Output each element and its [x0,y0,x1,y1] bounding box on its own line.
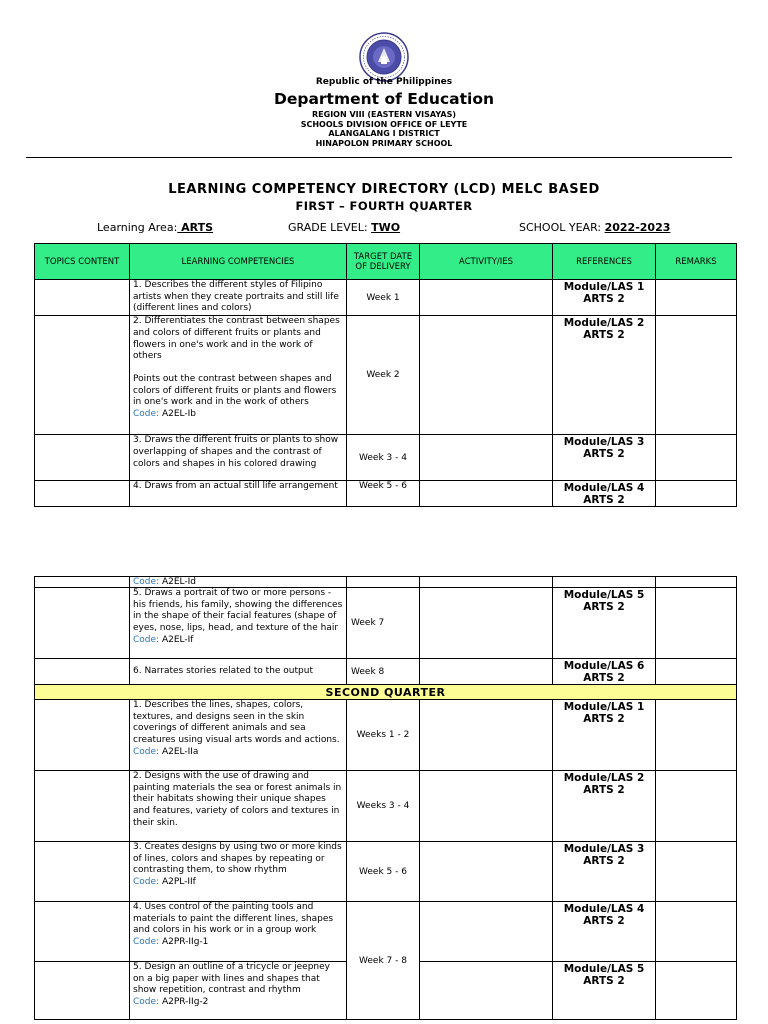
code-label: Code: [133,577,160,587]
week-cell: Week 8 [347,659,420,685]
remarks-cell [656,771,737,842]
grade-level [288,221,400,234]
district-line: ALANGALANG I DISTRICT [328,129,440,138]
week-cell: Week 3 - 4 [347,435,420,481]
learning-area-label: Learning Area: [97,221,178,234]
reference-cell [553,962,656,1020]
reference-cell [553,771,656,842]
header-divider [26,157,732,158]
grade-level-label: GRADE LEVEL: [288,221,368,234]
reference-subject: ARTS 2 [583,915,625,927]
week-cell: Week 2 [347,316,420,435]
week-cell: Weeks 3 - 4 [347,771,420,842]
week-cell: Week 7 [347,588,420,659]
table-row [35,902,737,962]
reference-subject: ARTS 2 [583,672,625,684]
document-subtitle: FIRST – FOURTH QUARTER [295,199,473,213]
learning-area [97,221,213,234]
week-cell: Week 5 - 6 [347,842,420,902]
competency-cell [130,316,347,435]
competency-cell [130,700,347,771]
week-cell: Weeks 1 - 2 [347,700,420,771]
remarks-cell [656,435,737,481]
competency-cell [130,962,347,1020]
topics-cell [35,902,130,962]
competency-text: 2. Differentiates the contrast between shapes and colors of different fruits or plants and flowers in one's work and in the work of others [133,316,340,362]
competency-code: A2PL-IIf [161,877,196,888]
col-learning-competencies: LEARNING COMPETENCIES [130,244,347,280]
remarks-cell [656,902,737,962]
competency-code: A2PR-IIg-2 [161,997,209,1008]
activity-cell [420,700,553,771]
activity-cell [420,435,553,481]
school-year [519,221,670,234]
week-cell [347,577,420,588]
table-row [35,771,737,842]
topics-cell [35,962,130,1020]
table-row [35,280,737,316]
reference-cell [553,316,656,435]
reference-module: Module/LAS 2 [563,317,645,330]
reference-cell [553,577,656,588]
competency-code: A2PR-IIg-1 [161,937,209,948]
competency-cell: 1. Describes the different styles of Filipino artists when they create portraits and still life (different lines and colors) [130,280,347,316]
activity-cell [420,842,553,902]
week-cell: Week 7 - 8 [347,902,420,1020]
competency-text: 4. Uses control of the painting tools and materials to paint the different lines, shapes and colors in his work or in a group work [133,902,334,936]
topics-cell [35,481,130,507]
second-quarter-heading: SECOND QUARTER [35,685,737,700]
activity-cell [420,771,553,842]
competency-cell [130,588,347,659]
topics-cell [35,771,130,842]
table-row [35,316,737,435]
competency-text: 5. Draws a portrait of two or more persons - his friends, his family, showing the differences in the shape of their facial features (shape of eyes, nose, lips, head, and texture of the hair [133,588,343,634]
remarks-cell [656,280,737,316]
reference-subject: ARTS 2 [583,713,625,725]
reference-module: Module/LAS 5 [563,589,645,601]
table-header-row [35,244,737,280]
table-row [35,435,737,481]
competency-text: 3. Creates designs by using two or more kinds of lines, colors and shapes by repeating or contrasting them, to show rhythm [133,842,342,876]
reference-module: Module/LAS 3 [563,843,645,855]
republic-line: Republic of the Philippines [315,77,453,87]
code-label: Code: [133,997,160,1008]
code-label: Code: [133,409,160,420]
reference-module: Module/LAS 1 [563,701,645,713]
competency-table-page-1 [34,243,737,507]
reference-subject: ARTS 2 [583,601,625,613]
remarks-cell [656,577,737,588]
topics-cell [35,316,130,435]
remarks-cell [656,588,737,659]
reference-subject: ARTS 2 [583,784,625,796]
activity-cell [420,962,553,1020]
reference-module: Module/LAS 2 [563,772,645,784]
remarks-cell [656,700,737,771]
reference-module: Module/LAS 3 [563,436,645,449]
quarter-header-row [35,685,737,700]
activity-cell [420,902,553,962]
remarks-cell [656,842,737,902]
learning-area-value: ARTS [177,221,214,234]
reference-cell [553,481,656,507]
grade-level-value: TWO [371,221,401,234]
competency-text: 1. Describes the lines, shapes, colors, textures, and designs seen in the skin coverings of different animals and sea creatures using visual arts words and actions. [133,700,340,746]
reference-cell [553,435,656,481]
topics-cell [35,280,130,316]
region-line: REGION VIII (EASTERN VISAYAS) [312,110,456,119]
topics-cell [35,577,130,588]
competency-cell [130,902,347,962]
week-cell: Week 1 [347,280,420,316]
competency-cell [130,842,347,902]
table-row [35,588,737,659]
reference-cell [553,659,656,685]
document-title: LEARNING COMPETENCY DIRECTORY (LCD) MELC BASED [168,182,600,197]
competency-text: 5. Design an outline of a tricycle or jeepney on a big paper with lines and shapes that show repetition, contrast and rhythm [133,962,330,996]
competency-cell: 4. Draws from an actual still life arrangement [130,481,347,507]
competency-text-secondary: Points out the contrast between shapes and colors of different fruits or plants and flowers in one's work and in the work of others [133,373,337,408]
reference-subject: ARTS 2 [583,975,625,987]
activity-cell [420,659,553,685]
table-row [35,577,737,588]
competency-code: A2EL-If [161,634,194,645]
remarks-cell [656,659,737,685]
reference-module: Module/LAS 4 [563,482,645,495]
competency-code: A2EL-Ib [161,409,196,420]
reference-module: Module/LAS 1 [563,281,645,293]
table-row [35,842,737,902]
topics-cell [35,588,130,659]
table-row [35,659,737,685]
reference-module: Module/LAS 5 [563,963,645,975]
reference-module: Module/LAS 6 [563,660,645,672]
code-label: Code: [133,937,160,948]
remarks-cell [656,316,737,435]
activity-cell [420,481,553,507]
reference-module: Module/LAS 4 [563,903,645,915]
table-row [35,481,737,507]
code-label: Code: [133,746,160,757]
col-references: REFERENCES [553,244,656,280]
competency-cell [130,577,347,588]
col-activities: ACTIVITY/IES [420,244,553,280]
deped-seal-logo [359,32,409,82]
remarks-cell [656,962,737,1020]
reference-subject: ARTS 2 [583,329,625,342]
school-line: HINAPOLON PRIMARY SCHOOL [315,138,453,148]
reference-cell [553,902,656,962]
week-cell: Week 5 - 6 [347,481,420,507]
col-target-date: TARGET DATE OF DELIVERY [347,244,420,280]
activity-cell [420,280,553,316]
remarks-cell [656,481,737,507]
activity-cell [420,316,553,435]
competency-table-page-2 [34,576,737,1020]
competency-code: A2EL-IIa [161,746,199,757]
topics-cell [35,659,130,685]
competency-cell: 6. Narrates stories related to the output [130,659,347,685]
reference-cell [553,842,656,902]
reference-cell [553,700,656,771]
school-year-value: 2022-2023 [604,221,671,234]
reference-cell [553,588,656,659]
activity-cell [420,588,553,659]
topics-cell [35,700,130,771]
reference-subject: ARTS 2 [583,494,625,507]
table-row [35,700,737,771]
reference-subject: ARTS 2 [583,448,625,461]
reference-subject: ARTS 2 [583,293,625,305]
col-topics-content: TOPICS CONTENT [35,244,130,280]
activity-cell [420,577,553,588]
topics-cell [35,842,130,902]
competency-cell: 3. Draws the different fruits or plants to show overlapping of shapes and the contrast of colors and shapes in his colored drawing [130,435,347,481]
department-name: Department of Education [273,90,495,108]
competency-code: A2EL-Id [161,577,196,587]
competency-cell: 2. Designs with the use of drawing and painting materials the sea or forest animals in their habitats showing their unique shapes and features, variety of colors and textures in their skin. [130,771,347,842]
code-label: Code: [133,877,160,888]
reference-subject: ARTS 2 [583,855,625,867]
school-year-label: SCHOOL YEAR: [519,221,602,234]
topics-cell [35,435,130,481]
reference-cell [553,280,656,316]
col-remarks: REMARKS [656,244,737,280]
division-line: SCHOOLS DIVISION OFFICE OF LEYTE [300,119,468,129]
code-label: Code: [133,634,160,645]
